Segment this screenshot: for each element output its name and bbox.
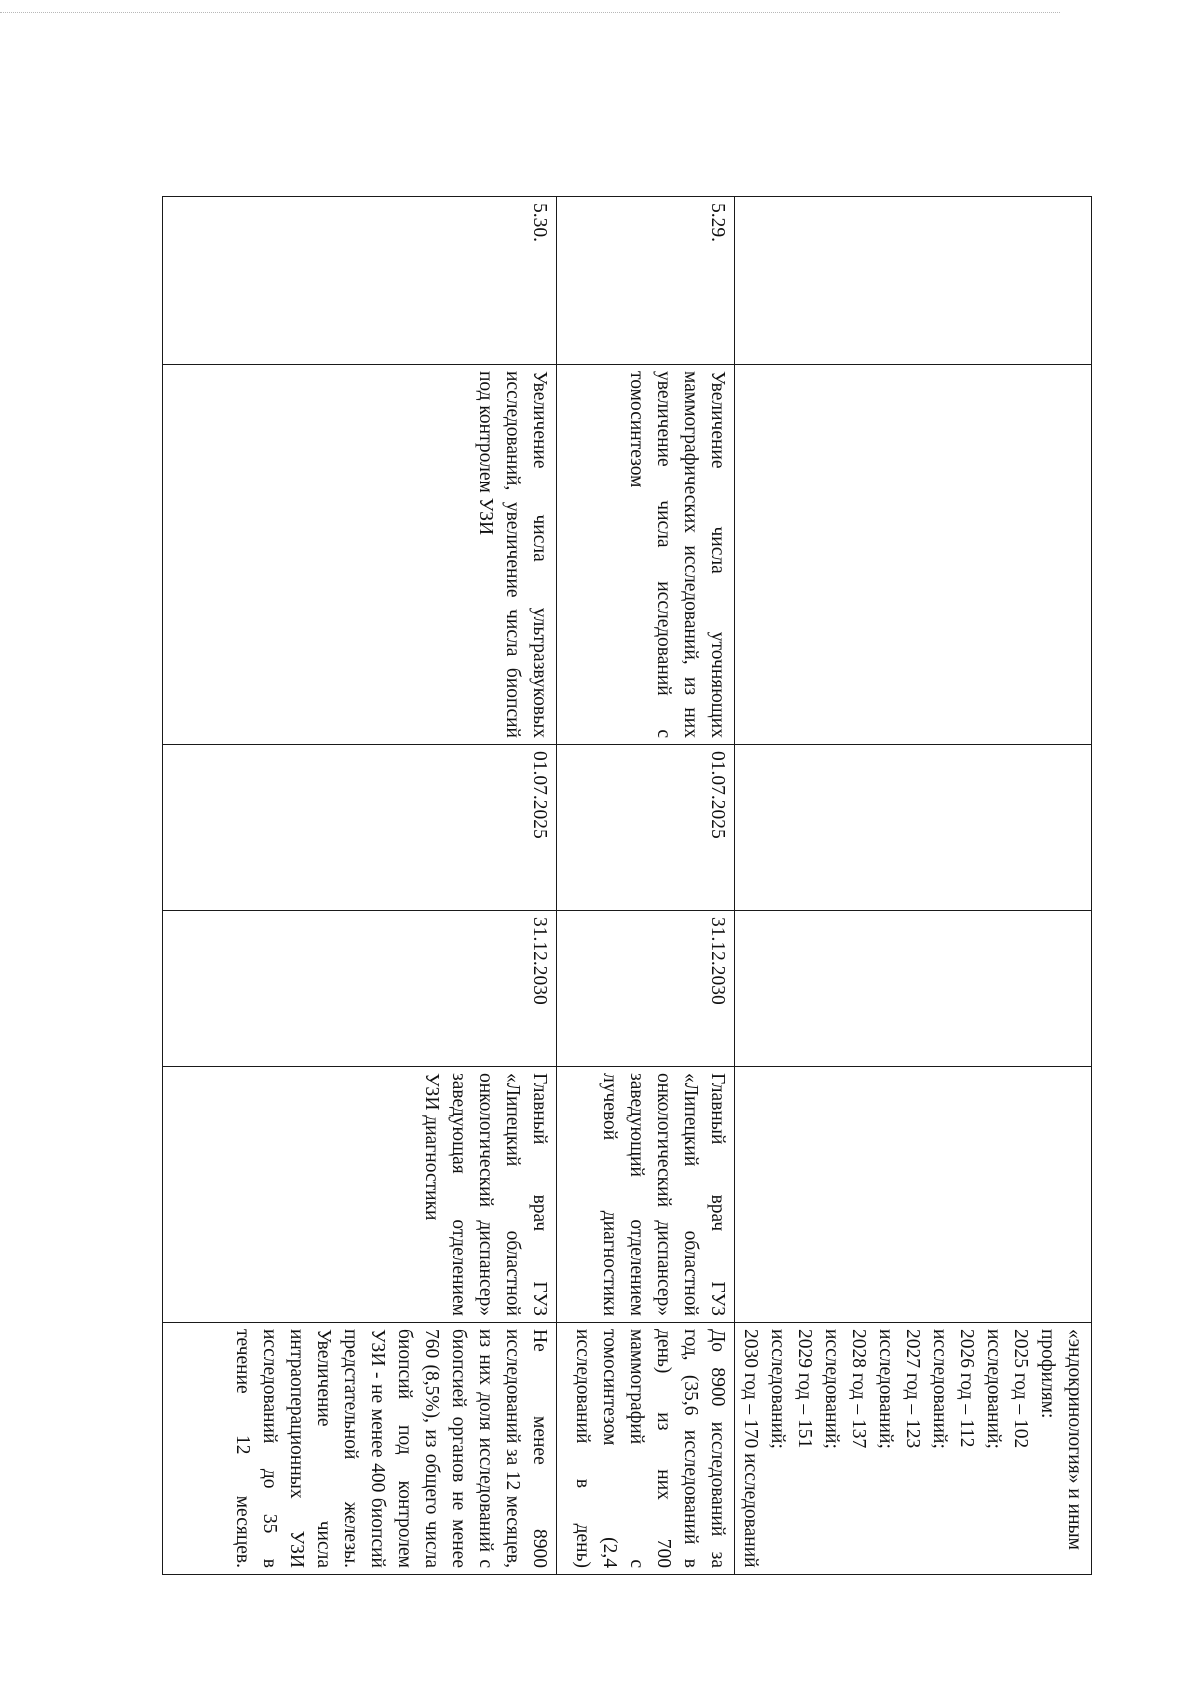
cell-responsible: Главный врач ГУЗ «Липецкий областной онкологический диспансер» заведующая отделением УЗИ диагностики (163, 1067, 557, 1323)
table-row (163, 197, 557, 1575)
cell-result: До 8900 исследований за год, (35,6 исследований в день) из них 700 маммографий с томосинтезом (2,4 исследований в день) (557, 1323, 735, 1575)
cell-number: 5.29. (557, 197, 735, 365)
cell-responsible (735, 1067, 1092, 1323)
cell-end-date: 31.12.2030 (557, 911, 735, 1067)
cell-result: Не менее 8900 исследований за 12 месяцев, из них доля исследований с биопсией органов не менее 760 (8,5%), из общего числа биопсий под контролем УЗИ - не менее 400 биопсий предстательной железы. Увеличение числа интраоперационных УЗИ исследований до 35 в течение 12 месяцев. (163, 1323, 557, 1575)
cell-activity: Увеличение числа ультразвуковых исследований, увеличение числа биопсий под контролем УЗИ (163, 365, 557, 745)
cell-end-date (735, 911, 1092, 1067)
cell-start-date: 01.07.2025 (163, 745, 557, 911)
cell-result: «эндокринология» и иным профилям: 2025 год – 102 исследований; 2026 год – 112 исследований; 2027 год – 123 исследований; 2028 год – 137 исследований; 2029 год – 151 исследований; 2030 год – 170 исследований (735, 1323, 1092, 1575)
cell-activity (735, 365, 1092, 745)
plan-table (162, 196, 1092, 1575)
scan-top-edge (0, 12, 1060, 13)
table-row (557, 197, 735, 1575)
table-row (735, 197, 1092, 1575)
cell-activity: Увеличение числа уточняющих маммографических исследований, из них увеличение числа исследований с томосинтезом (557, 365, 735, 745)
cell-number: 5.30. (163, 197, 557, 365)
cell-number (735, 197, 1092, 365)
cell-responsible: Главный врач ГУЗ «Липецкий областной онкологический диспансер» заведующий отделением лучевой диагностики (557, 1067, 735, 1323)
rotated-page-content (168, 196, 1092, 1574)
cell-end-date: 31.12.2030 (163, 911, 557, 1067)
cell-start-date: 01.07.2025 (557, 745, 735, 911)
cell-start-date (735, 745, 1092, 911)
